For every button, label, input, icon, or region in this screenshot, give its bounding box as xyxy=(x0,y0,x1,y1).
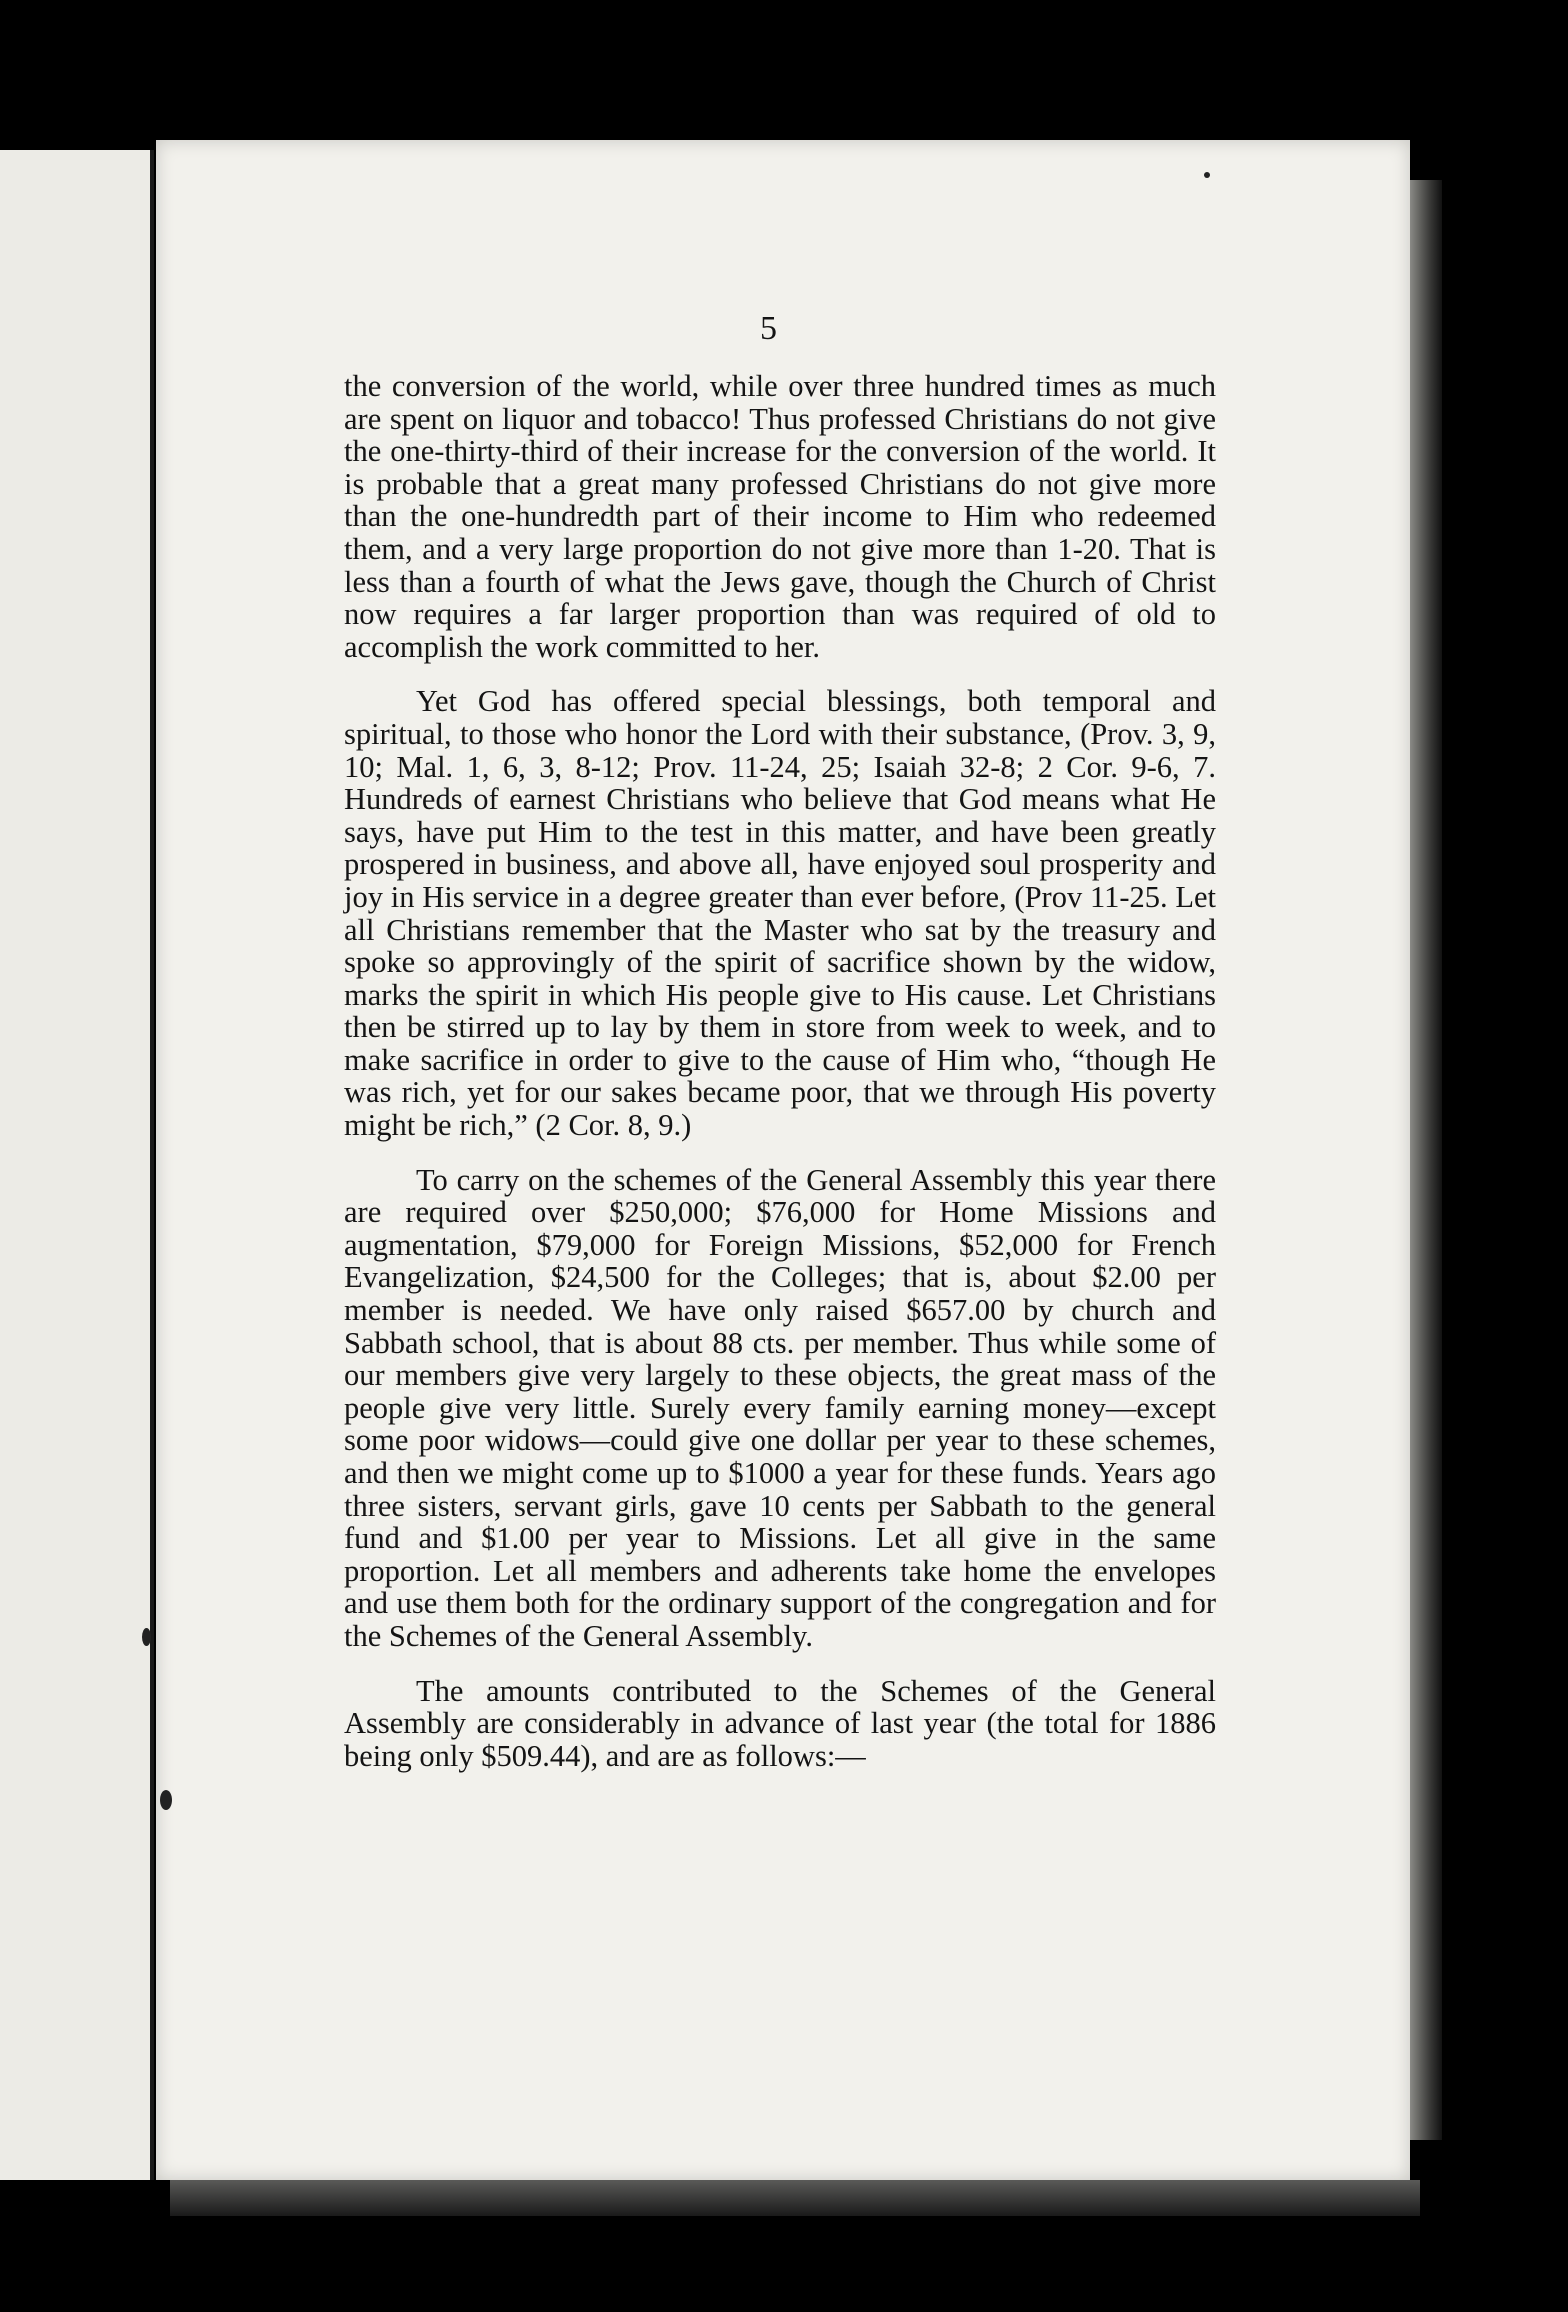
page-stack-edge xyxy=(1410,180,1442,2140)
ink-speck xyxy=(142,1628,151,1646)
paragraph-4: The amounts contributed to the Schemes of the General Assembly are considerably in advance of last year (the total for 1886 being only $509.44), and are as follows:— xyxy=(344,1673,1216,1773)
paragraph-1: the conversion of the world, while over three hundred times as much are spent on liquor and tobacco! Thus professed Christians do not give the one-thirty-third of their increase for the conversion of the world. It is probable that a great many professed Christians do not give more than the one-hundredth part of their income to Him who redeemed them, and a very large proportion do not give more than 1-20. That is less than a fourth of what the Jews gave, though the Church of Christ now requires a far larger proportion than was required of old to accomplish the work committed to her. xyxy=(344,369,1216,664)
body-text xyxy=(344,370,1216,1794)
paragraph-3: To carry on the schemes of the General Assembly this year there are required over $250,000; $76,000 for Home Missions and augmentation, $79,000 for Foreign Missions, $52,000 for French Evangelization, $24,500 for the Colleges; that is, about $2.00 per member is needed. We have only raised $657.00 by church and Sabbath school, that is about 88 cts. per member. Thus while some of our members give very largely to these objects, the great mass of the people give very little. Surely every family earning money—except some poor widows—could give one dollar per year to these schemes, and then we might come up to $1000 a year for these funds. Years ago three sisters, servant girls, gave 10 cents per Sabbath to the general fund and $1.00 per year to Missions. Let all give in the same proportion. Let all members and adherents take home the envelopes and use them both for the ordinary support of the congregation and for the Schemes of the General Assembly. xyxy=(344,1162,1216,1653)
paragraph-2: Yet God has offered special blessings, both temporal and spiritual, to those who honor the Lord with their substance, (Prov. 3, 9, 10; Mal. 1, 6, 3, 8-12; Prov. 11-24, 25; Isaiah 32-8; 2 Cor. 9-6, 7. Hundreds of earnest Christians who believe that God means what He says, have put Him to the test in this matter, and have been greatly prospered in business, and above all, have enjoyed soul prosperity and joy in His service in a degree greater than ever before, (Prov 11-25. Let all Christians remember that the Master who sat by the treasury and spoke so approvingly of the spirit of sacrifice shown by the widow, marks the spirit in which His people give to His cause. Let Christians then be stirred up to lay by them in store from week to week, and to make sacrifice in order to give to the cause of Him who, “though He was rich, yet for our sakes became poor, that we through His poverty might be rich,” (2 Cor. 8, 9.) xyxy=(344,684,1216,1143)
page-bottom-shadow xyxy=(170,2180,1420,2216)
page-number: 5 xyxy=(760,310,777,347)
facing-page-edge xyxy=(0,150,154,2180)
ink-speck xyxy=(160,1790,172,1810)
ink-speck xyxy=(1204,172,1210,178)
